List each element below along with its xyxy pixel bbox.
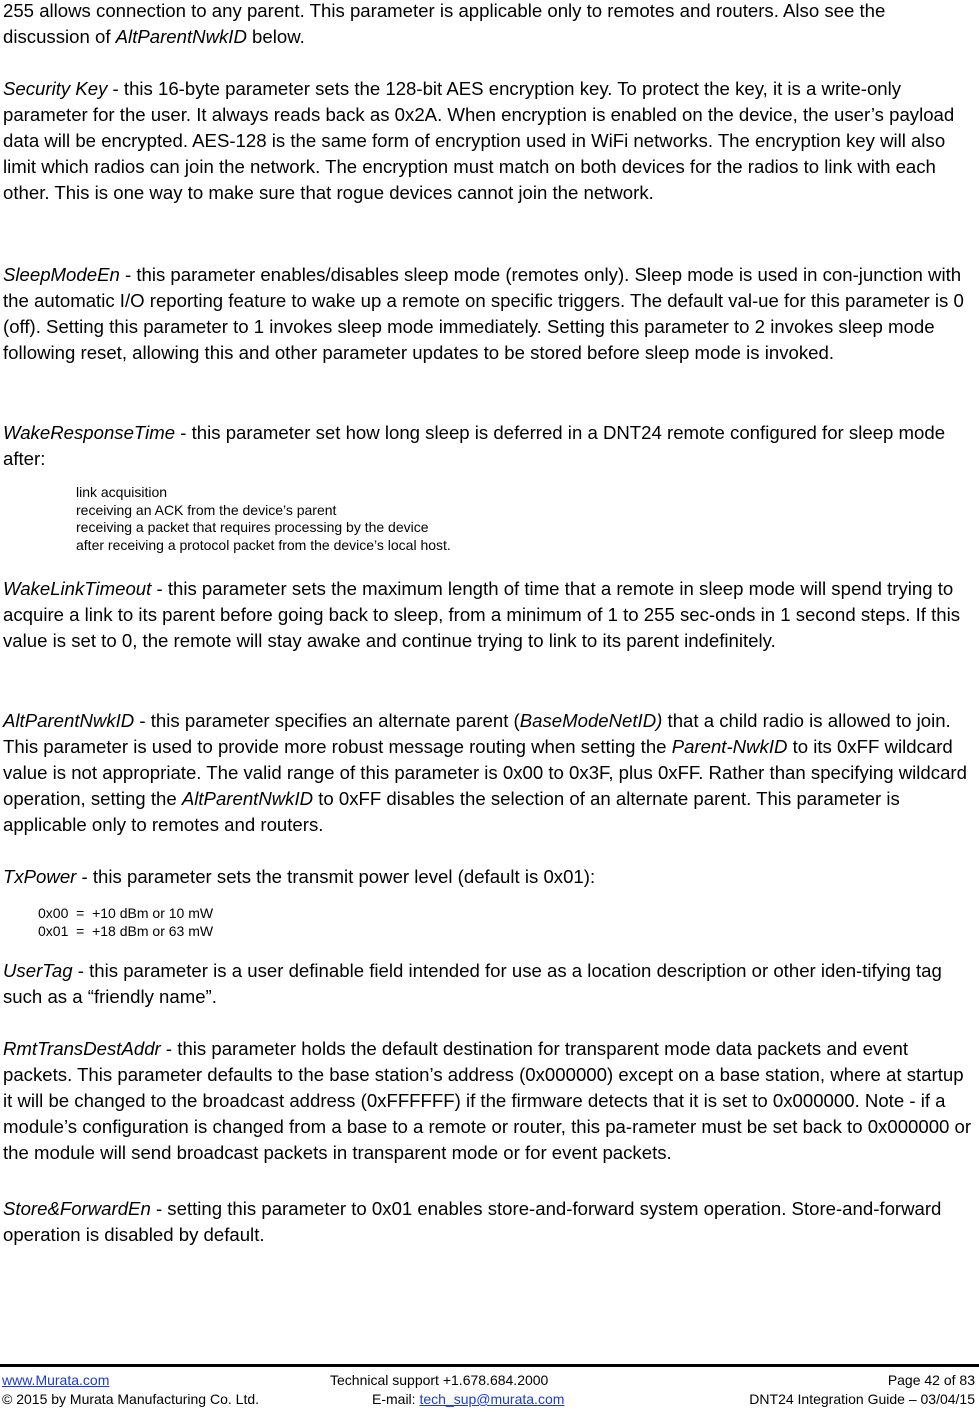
paragraph-sleep-mode-en [3, 262, 977, 366]
term-wake-link-timeout: WakeLinkTimeout [3, 578, 152, 599]
alt-parent-text: - this parameter specifies an alternate parent ( [134, 710, 520, 731]
term-parent-nwk-id: Parent-NwkID [671, 736, 788, 757]
paragraph-rmt-trans-dest-addr [3, 1036, 977, 1166]
paragraph-alt-parent-nwk-id [3, 708, 977, 838]
paragraph-intro [3, 0, 977, 50]
list-item: receiving a packet that requires processing by the device [76, 519, 429, 535]
wake-link-timeout-description: - this parameter sets the maximum length of time that a remote in sleep mode will spend trying to acquire a link to its parent before going back to sleep, from a minimum of 1 to 255 sec-onds in 1 second steps. If this value is set to 0, the remote will stay awake and continue trying to link to its parent indefinitely. [3, 578, 961, 651]
tx-power-levels [38, 904, 213, 940]
intro-text-end: below. [246, 26, 305, 47]
term-alt-parent-nwk-id-ref: AltParentNwkID [181, 788, 314, 809]
rmt-trans-dest-addr-description: - this parameter holds the default destination for transparent mode data packets and event packets. This parameter defaults to the base station’s address (0x000000) except on a base station, where at startup it will be changed to the broadcast address (0xFFFFFF) if the firmware detects that it is set to 0x000000. Note - if a module’s configuration is changed from a base to a remote or router, this pa-rameter must be set back to 0x000000 or the module will send broadcast packets in transparent mode or for event packets. [3, 1038, 972, 1163]
email-label: E-mail: [372, 1391, 420, 1407]
email-line [372, 1390, 564, 1408]
paragraph-tx-power [3, 864, 977, 890]
paragraph-user-tag [3, 958, 977, 1010]
tx-power-level: 0x00 = +10 dBm or 10 mW [38, 905, 214, 921]
email-link[interactable]: tech_sup@murata.com [419, 1391, 565, 1407]
term-tx-power: TxPower [3, 866, 77, 887]
sleep-mode-en-description: - this parameter enables/disables sleep mode (remotes only). Sleep mode is used in con-junction with the automatic I/O reporting feature to wake up a remote on specific triggers. The default val-ue for this parameter is 0 (off). Setting this parameter to 1 invokes sleep mode immediately. Setting this parameter to 2 invokes sleep mode following reset, allowing this and other parameter updates to be stored before sleep mode is invoked. [3, 264, 964, 363]
paragraph-wake-link-timeout [3, 576, 977, 654]
copyright: © 2015 by Murata Manufacturing Co. Ltd. [2, 1391, 260, 1407]
store-forward-en-description: - setting this parameter to 0x01 enables store-and-forward system operation. Store-and-forward operation is disabled by default. [3, 1198, 942, 1245]
list-item: receiving an ACK from the device’s parent [76, 501, 337, 518]
term-user-tag: UserTag [3, 960, 73, 981]
term-security-key: Security Key [3, 78, 108, 99]
wake-response-time-list [76, 484, 451, 554]
alt-parent-text: that a child radio is allowed to join. This parameter is used to provide more robust message routing when setting the [3, 710, 951, 757]
term-alt-parent-nwk-id: AltParentNwkID [3, 710, 135, 731]
list-item: after receiving a protocol packet from the device’s local host. [76, 536, 451, 553]
alt-parent-reference: AltParentNwkID [115, 26, 247, 47]
tx-power-description: - this parameter sets the transmit power level (default is 0x01): [76, 866, 596, 887]
paragraph-security-key [3, 76, 977, 206]
tx-power-level: 0x01 = +18 dBm or 63 mW [38, 923, 214, 939]
paragraph-wake-response-time [3, 420, 977, 472]
guide-title: DNT24 Integration Guide – 03/04/15 [749, 1391, 975, 1407]
paragraph-store-forward-en [3, 1196, 977, 1248]
list-item: link acquisition [76, 484, 168, 500]
term-sleep-mode-en: SleepModeEn [3, 264, 120, 285]
intro-text: 255 allows connection to any parent. This parameter is applicable only to remotes and routers. Also see the discussion of [3, 0, 886, 47]
wake-response-time-description: - this parameter set how long sleep is deferred in a DNT24 remote configured for sleep mode after: [3, 422, 946, 469]
page-number: Page 42 of 83 [887, 1372, 975, 1388]
technical-support: Technical support +1.678.684.2000 [330, 1372, 549, 1388]
alt-parent-text: to its 0xFF wildcard value is not appropriate. The valid range of this parameter is 0x00 to 0x3F, plus 0xFF. Rather than specifying wildcard operation, setting the [3, 736, 967, 809]
term-wake-response-time: WakeResponseTime [3, 422, 176, 443]
alt-parent-text: to 0xFF disables the selection of an alternate parent. This parameter is applicable only to remotes and routers. [3, 788, 900, 835]
term-rmt-trans-dest-addr: RmtTransDestAddr [3, 1038, 161, 1059]
security-key-description: - this 16-byte parameter sets the 128-bit AES encryption key. To protect the key, it is a write-only parameter for the user. It always reads back as 0x2A. When encryption is enabled on the device, the user’s payload data will be encrypted. AES-128 is the same form of encryption used in WiFi networks. The encryption key will also limit which radios can join the network. The encryption must match on both devices for the radios to link with each other. This is one way to make sure that rogue devices cannot join the network. [3, 78, 955, 203]
term-base-mode-net-id: BaseModeNetID) [519, 710, 663, 731]
footer-divider [0, 1364, 979, 1367]
user-tag-description: - this parameter is a user definable field intended for use as a location description or other iden-tifying tag such as a “friendly name”. [3, 960, 942, 1007]
term-store-forward-en: Store&ForwardEn [3, 1198, 151, 1219]
website-link[interactable]: www.Murata.com [2, 1372, 110, 1388]
